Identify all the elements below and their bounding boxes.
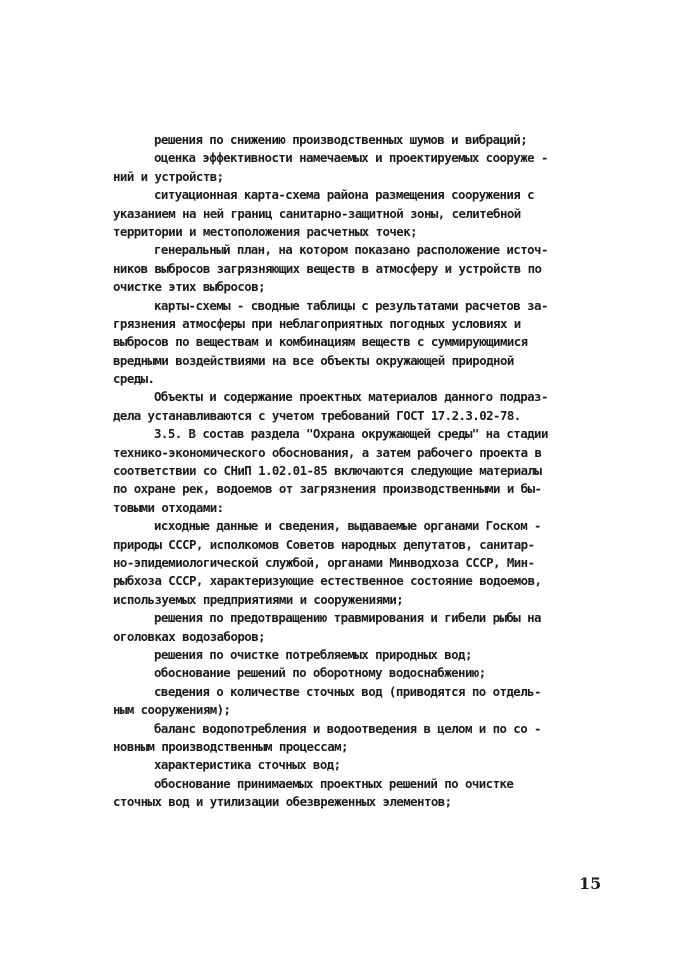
text-line: исходные данные и сведения, выдаваемые органами Госком - [154, 518, 541, 534]
text-line: по охране рек, водоемов от загрязнения производственными и бы- [113, 481, 542, 497]
text-line: товыми отходами: [113, 499, 224, 515]
text-line: сточных вод и утилизации обезвреженных элементов; [113, 794, 452, 810]
text-line: дела устанавливаются с учетом требований ГОСТ 17.2.3.02-78. [113, 407, 521, 423]
text-line: соответствии со СНиП 1.02.01-85 включаются следующие материалы [113, 463, 542, 479]
text-line: решения по снижению производственных шумов и вибраций; [154, 132, 528, 147]
text-line: оголовках водозаборов; [113, 628, 266, 644]
body-text [113, 131, 608, 811]
text-line: генеральный план, на котором показано расположение источ- [154, 242, 548, 258]
text-line: сведения о количестве сточных вод (приводятся по отдель- [154, 683, 541, 699]
text-line: территории и местоположения расчетных точек; [113, 223, 418, 239]
text-line: 3.5. В состав раздела "Охрана окружающей среды" на стадии [154, 426, 548, 442]
text-line: характеристика сточных вод; [154, 757, 341, 773]
text-line: обоснование решений по оборотному водоснабжению; [154, 665, 486, 681]
text-line: грязнения атмосферы при неблагоприятных погодных условиях и [113, 315, 521, 331]
text-line: ным сооружениям); [113, 702, 231, 718]
text-line: среды. [113, 371, 155, 387]
text-line: рыбхоза СССР, характеризующие естественное состояние водоемов, [113, 573, 542, 589]
text-line: природы СССР, исполкомов Советов народных депутатов, санитар- [113, 536, 535, 552]
text-line: Объекты и содержание проектных материалов данного подраз- [154, 389, 548, 405]
text-line: но-эпидемиологической службой, органами Минводхоза СССР, Мин- [113, 554, 535, 570]
text-line: обоснование принимаемых проектных решений по очистке [154, 775, 514, 791]
text-line: ситуационная карта-схема района размещения сооружения с [154, 187, 535, 203]
text-line: технико-экономического обоснования, а затем рабочего проекта в [113, 444, 542, 460]
text-line: ников выбросов загрязняющих веществ в атмосферу и устройств по [113, 260, 542, 276]
text-line: карты-схемы - сводные таблицы с результатами расчетов за- [154, 297, 548, 313]
text-line: решения по очистке потребляемых природных вод; [154, 646, 472, 662]
text-line: ний и устройств; [113, 168, 224, 184]
page-number: 15 [579, 874, 602, 893]
text-line: вредными воздействиями на все объекты окружающей природной [113, 352, 514, 368]
text-line: используемых предприятиями и сооружениями; [113, 591, 404, 607]
text-line: оценка эффективности намечаемых и проектируемых сооруже - [154, 150, 548, 166]
text-line: очистке этих выбросов; [113, 279, 266, 295]
text-line: решения по предотвращению травмирования и гибели рыбы на [154, 610, 541, 626]
text-line: указанием на ней границ санитарно-защитной зоны, селитебной [113, 205, 521, 221]
text-line: баланс водопотребления и водоотведения в целом и по со - [154, 720, 541, 736]
text-line: новным производственным процессам; [113, 738, 348, 754]
text-line: выбросов по веществам и комбинациям веществ с суммирующимися [113, 334, 528, 350]
